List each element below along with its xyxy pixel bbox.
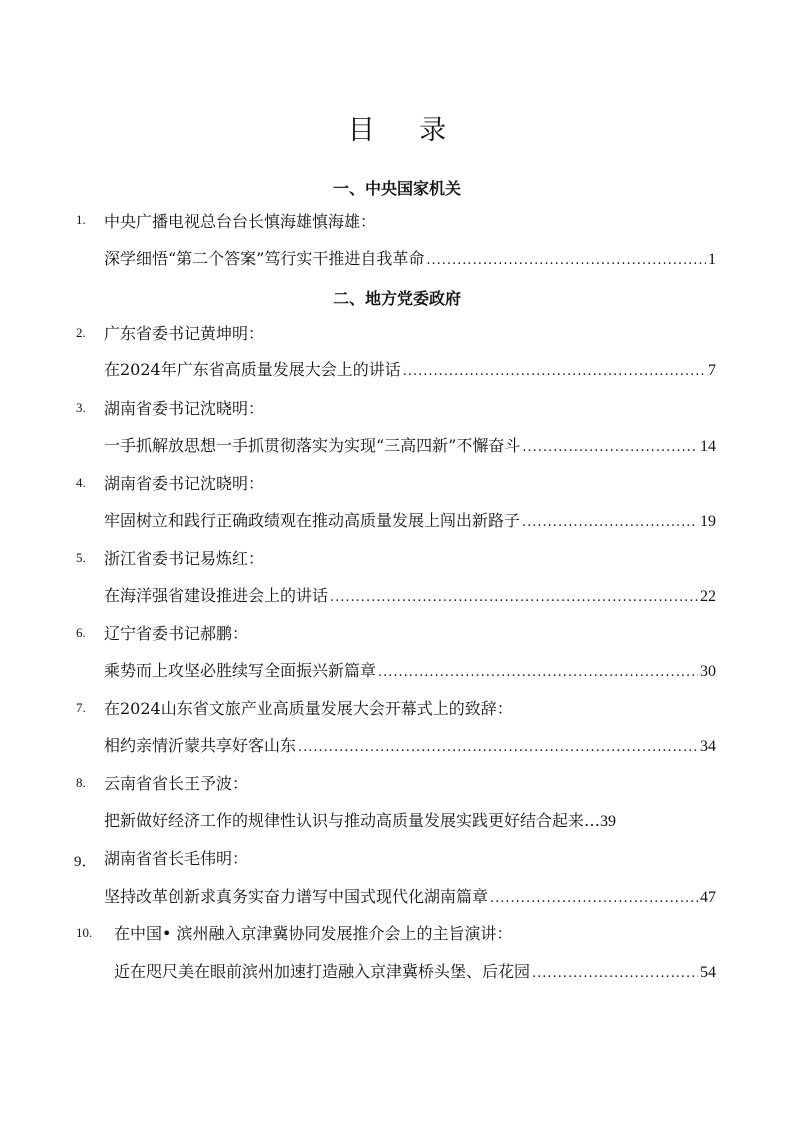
page-number: 39: [600, 813, 617, 830]
item-number: 1.: [76, 212, 86, 227]
leader-dots: [532, 966, 698, 981]
page-number: 54: [700, 964, 716, 981]
entry-title: 在2024年广东省高质量发展大会上的讲话: [104, 360, 401, 379]
item-author: 云南省省长王予波：: [104, 774, 249, 793]
toc-entry[interactable]: [104, 583, 716, 605]
leader-dots: [330, 590, 698, 605]
page-number: 22: [700, 588, 716, 605]
toc-entry[interactable]: [104, 246, 716, 268]
item-author: 中央广播电视总台台长慎海雄慎海雄：: [104, 212, 377, 231]
entry-title: 在海洋强省建设推进会上的讲话: [104, 586, 329, 605]
item-author: 浙江省委书记易炼红：: [104, 549, 265, 568]
item-number: 9．: [74, 854, 97, 870]
entry-title: 深学细悟“第二个答案”笃行实干推进自我革命: [104, 249, 425, 268]
page-number: 30: [700, 663, 716, 680]
entry-title: 坚持改革创新求真务实奋力谱写中国式现代化湖南篇章: [104, 887, 489, 906]
item-author: 在中国• 滨州融入京津冀协同发展推介会上的主旨演讲：: [114, 924, 513, 943]
toc-entry[interactable]: [104, 808, 716, 830]
item-number: 4.: [76, 475, 86, 490]
item-author: 湖南省委书记沈晓明：: [104, 399, 265, 418]
item-number: 2.: [76, 325, 86, 340]
toc-entry[interactable]: [104, 733, 716, 755]
toc-entry[interactable]: [114, 959, 716, 981]
page-number: 1: [708, 251, 716, 268]
item-author: 湖南省委书记沈晓明：: [104, 474, 265, 493]
toc-entry[interactable]: [104, 508, 716, 530]
item-author: 在2024山东省文旅产业高质量发展大会开幕式上的致辞：: [104, 699, 513, 718]
toc-entry[interactable]: [104, 357, 716, 379]
entry-title: 一手抓解放思想一手抓贯彻落实为实现“三高四新”不懈奋斗: [104, 436, 521, 455]
item-number: 6.: [76, 625, 86, 640]
page-number: 47: [700, 889, 716, 906]
page-number: 7: [708, 362, 716, 379]
item-author: 湖南省省长毛伟明：: [104, 849, 249, 868]
leader-dots: [298, 740, 698, 755]
leader-dots: [522, 440, 698, 455]
entry-title: 乘势而上攻坚必胜续写全面振兴新篇章: [104, 661, 377, 680]
page-title: 目 录: [347, 115, 465, 146]
item-author: 辽宁省委书记郝鹏：: [104, 624, 249, 643]
item-number: 5.: [76, 550, 86, 565]
leader-dots: [522, 515, 698, 530]
page-number: 14: [700, 438, 716, 455]
entry-title: 牢固树立和践行正确政绩观在推动高质量发展上闯出新路子: [104, 511, 521, 530]
page-number: 34: [700, 738, 716, 755]
leader-dots: [426, 253, 706, 268]
toc-entry[interactable]: [104, 884, 716, 906]
entry-title: 相约亲情沂蒙共享好客山东: [104, 736, 297, 755]
item-author: 广东省委书记黄坤明：: [104, 324, 265, 343]
item-number: 3.: [76, 400, 86, 415]
leader-dots: [490, 891, 698, 906]
page-number: 19: [700, 513, 716, 530]
section-heading-local: 二、地方党委政府: [332, 289, 461, 308]
toc-entry[interactable]: [104, 433, 716, 455]
toc-entry[interactable]: [104, 658, 716, 680]
entry-title: 把新做好经济工作的规律性认识与推动高质量发展实践更好结合起来…: [104, 811, 601, 830]
item-number: 7.: [76, 700, 86, 715]
item-number: 10.: [76, 925, 93, 940]
leader-dots: [403, 364, 706, 379]
section-heading-central: 一、中央国家机关: [332, 179, 461, 198]
item-number: 8.: [76, 775, 86, 790]
leader-dots: [378, 665, 698, 680]
entry-title: 近在咫尺美在眼前滨州加速打造融入京津冀桥头堡、后花园: [114, 962, 531, 981]
